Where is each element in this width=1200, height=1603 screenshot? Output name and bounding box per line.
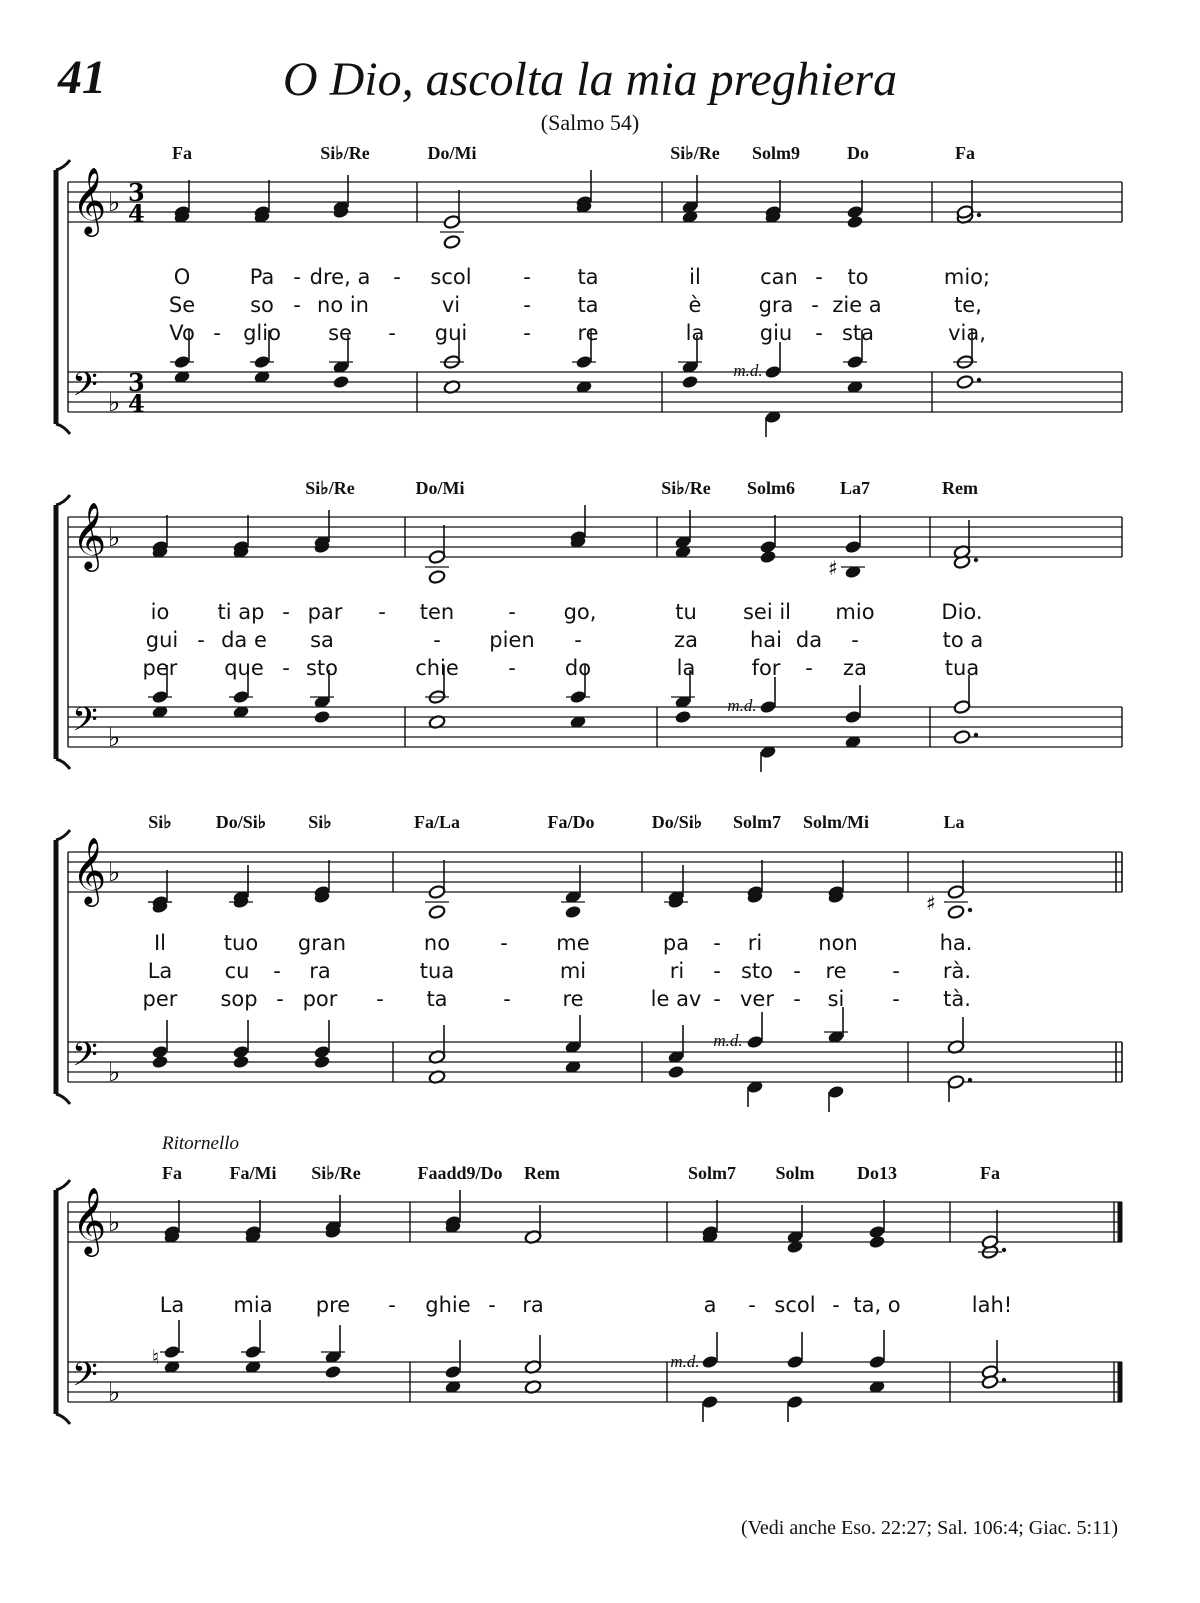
lyric-syllable: - bbox=[892, 987, 900, 1011]
bass-note-head bbox=[868, 1355, 886, 1370]
lyric-syllable: por bbox=[302, 987, 338, 1011]
chord-symbol: Solm/Mi bbox=[803, 812, 869, 832]
lyric-syllable: ten bbox=[419, 600, 455, 624]
bass-note-head bbox=[674, 710, 692, 725]
bass-note-head bbox=[827, 1085, 845, 1100]
lyric-syllable: Dio. bbox=[941, 600, 983, 624]
chord-symbol: Do/Si♭ bbox=[651, 812, 703, 832]
bass-note-head bbox=[786, 1395, 804, 1410]
chord-symbol: Solm7 bbox=[687, 1163, 737, 1183]
lyric-syllable: - bbox=[892, 959, 900, 983]
bass-note-head bbox=[313, 710, 331, 725]
lyric-syllable: - bbox=[748, 1293, 756, 1317]
lyric-syllable: tua bbox=[944, 656, 980, 680]
lyric-syllable: sta bbox=[841, 321, 875, 345]
lyric-syllable: si bbox=[827, 987, 845, 1011]
lyric-syllable: ghie bbox=[425, 1293, 471, 1317]
lyric-syllable: - bbox=[793, 987, 801, 1011]
treble-clef-icon: 𝄞 bbox=[72, 501, 107, 569]
lyric-syllable: se bbox=[328, 321, 352, 345]
lyric-syllable: to a bbox=[942, 628, 984, 652]
bass-clef-icon: 𝄢 bbox=[72, 1356, 98, 1402]
lyric-syllable: scol bbox=[430, 265, 472, 289]
flat-icon: ♭ bbox=[108, 523, 121, 553]
time-signature: 4 bbox=[128, 389, 145, 418]
lyric-syllable: me bbox=[556, 931, 590, 955]
lyric-syllable: - bbox=[815, 321, 823, 345]
lyric-syllable: vi bbox=[441, 293, 461, 317]
bass-note-head bbox=[786, 1355, 804, 1370]
flat-icon: ♭ bbox=[108, 723, 121, 753]
chord-symbol: Rem bbox=[524, 1163, 560, 1183]
lyric-syllable: tà. bbox=[943, 987, 971, 1011]
lyric-syllable: mia bbox=[233, 1293, 273, 1317]
bass-note-head bbox=[324, 1365, 342, 1380]
dot bbox=[974, 733, 978, 737]
lyric-syllable: sto bbox=[305, 656, 339, 680]
dot bbox=[1002, 1378, 1006, 1382]
natural-icon: ♮ bbox=[152, 1345, 160, 1369]
lyric-syllable: da bbox=[795, 628, 823, 652]
treble-note-head bbox=[428, 905, 446, 920]
chord-symbol: Fa bbox=[172, 143, 192, 163]
lyric-syllable: - bbox=[388, 1293, 396, 1317]
lyric-syllable: cu bbox=[224, 959, 250, 983]
bass-note-head bbox=[947, 1075, 965, 1090]
lyric-syllable: - bbox=[523, 293, 531, 317]
lyric-syllable: sei il bbox=[742, 600, 792, 624]
lyric-syllable: - bbox=[282, 656, 290, 680]
treble-clef-icon: 𝄞 bbox=[72, 166, 107, 234]
chord-symbol: Si♭/Re bbox=[661, 478, 711, 498]
chord-symbol: Si♭/Re bbox=[305, 478, 355, 498]
lyric-syllable: - bbox=[805, 656, 813, 680]
lyric-syllable: Vo bbox=[169, 321, 195, 345]
lyric-syllable: to bbox=[847, 265, 869, 289]
bass-note-head bbox=[764, 365, 782, 380]
chord-symbol: La7 bbox=[839, 478, 871, 498]
lyric-syllable: - bbox=[488, 1293, 496, 1317]
lyric-syllable: ta bbox=[426, 987, 448, 1011]
lyric-syllable: per bbox=[142, 987, 178, 1011]
bracket-hook bbox=[56, 1180, 70, 1190]
lyric-syllable: ver bbox=[740, 987, 774, 1011]
time-signature: 3 bbox=[128, 178, 145, 207]
sharp-icon: ♯ bbox=[926, 891, 936, 915]
treble-note-head bbox=[759, 540, 777, 555]
chord-symbol: Fa/La bbox=[413, 812, 461, 832]
bass-note-head bbox=[759, 700, 777, 715]
chord-symbol: Do/Si♭ bbox=[215, 812, 267, 832]
chord-symbol: Fa/Do bbox=[547, 812, 595, 832]
lyric-syllable: tu bbox=[675, 600, 697, 624]
lyric-syllable: gui bbox=[145, 628, 179, 652]
lyric-syllable: can bbox=[760, 265, 798, 289]
lyric-syllable: mio bbox=[835, 600, 875, 624]
lyric-syllable: ta, o bbox=[853, 1293, 901, 1317]
lyric-syllable: lah! bbox=[971, 1293, 1013, 1317]
chord-symbol: Fa/Mi bbox=[229, 1163, 277, 1183]
lyric-syllable: - bbox=[378, 600, 386, 624]
bass-note-head bbox=[844, 710, 862, 725]
lyric-syllable: La bbox=[147, 959, 173, 983]
lyric-syllable: za bbox=[843, 656, 867, 680]
time-signature: 3 bbox=[128, 368, 145, 397]
bass-note-head bbox=[746, 1035, 764, 1050]
scripture-reference: (Vedi anche Eso. 22:27; Sal. 106:4; Giac. 5:11) bbox=[741, 1517, 1118, 1539]
lyric-syllable: mio; bbox=[943, 265, 991, 289]
lyric-syllable: pa bbox=[662, 931, 690, 955]
md-marking: m.d. bbox=[713, 1031, 743, 1050]
lyric-syllable: a bbox=[703, 1293, 717, 1317]
bass-note-head bbox=[151, 1055, 169, 1070]
lyric-syllable: - bbox=[793, 959, 801, 983]
lyric-syllable: par bbox=[307, 600, 343, 624]
chord-symbol: Si♭/Re bbox=[320, 143, 370, 163]
bass-note-head bbox=[681, 375, 699, 390]
chord-symbol: Fa bbox=[980, 1163, 1000, 1183]
treble-clef-icon: 𝄞 bbox=[72, 836, 107, 904]
lyric-syllable: no bbox=[423, 931, 451, 955]
chord-symbol: Si♭/Re bbox=[311, 1163, 361, 1183]
hymn-title: O Dio, ascolta la mia preghiera bbox=[282, 53, 898, 106]
lyric-syllable: ta bbox=[577, 265, 599, 289]
lyric-syllable: da e bbox=[221, 628, 267, 652]
lyric-syllable: sa bbox=[310, 628, 334, 652]
bass-note-head bbox=[701, 1395, 719, 1410]
dot bbox=[974, 558, 978, 562]
lyric-syllable: ta bbox=[577, 293, 599, 317]
bass-note-head bbox=[953, 700, 971, 715]
lyric-syllable: - bbox=[500, 931, 508, 955]
lyric-syllable: - bbox=[503, 987, 511, 1011]
dot bbox=[968, 1078, 972, 1082]
lyric-syllable: - bbox=[713, 987, 721, 1011]
flat-icon: ♭ bbox=[108, 1058, 121, 1088]
treble-note-head bbox=[844, 540, 862, 555]
lyric-syllable: gra bbox=[758, 293, 794, 317]
lyric-syllable: za bbox=[674, 628, 698, 652]
treble-note-head bbox=[443, 235, 461, 250]
lyric-syllable: - bbox=[713, 931, 721, 955]
bracket-hook bbox=[56, 1094, 70, 1104]
lyric-syllable: no in bbox=[317, 293, 369, 317]
bass-clef-icon: 𝄢 bbox=[72, 366, 98, 412]
treble-note-head bbox=[947, 905, 965, 920]
lyric-syllable: - bbox=[508, 656, 516, 680]
lyric-syllable: gran bbox=[297, 931, 347, 955]
lyric-syllable: io bbox=[150, 600, 170, 624]
lyric-syllable: for bbox=[751, 656, 781, 680]
lyric-syllable: è bbox=[688, 293, 702, 317]
lyric-syllable: la bbox=[676, 656, 696, 680]
treble-note-head bbox=[428, 550, 446, 565]
lyric-syllable: tua bbox=[419, 959, 455, 983]
chord-symbol: La bbox=[943, 812, 965, 832]
bass-note-head bbox=[701, 1355, 719, 1370]
hymn-number: 41 bbox=[58, 51, 106, 104]
md-marking: m.d. bbox=[727, 696, 757, 715]
lyric-syllable: te, bbox=[954, 293, 982, 317]
lyric-syllable: tuo bbox=[223, 931, 259, 955]
treble-note-head bbox=[428, 885, 446, 900]
lyric-syllable: - bbox=[197, 628, 205, 652]
dot bbox=[977, 378, 981, 382]
chord-symbol: Fa bbox=[162, 1163, 182, 1183]
chord-symbol: Do/Mi bbox=[415, 478, 465, 498]
flat-icon: ♭ bbox=[108, 858, 121, 888]
lyric-syllable: ra bbox=[309, 959, 331, 983]
lyric-syllable: il bbox=[689, 265, 701, 289]
lyric-syllable: - bbox=[282, 600, 290, 624]
lyric-syllable: non bbox=[818, 931, 858, 955]
flat-icon: ♭ bbox=[108, 1208, 121, 1238]
lyric-syllable: giu bbox=[759, 321, 793, 345]
lyric-syllable: per bbox=[142, 656, 178, 680]
lyric-syllable: glio bbox=[243, 321, 281, 345]
bass-note-head bbox=[332, 375, 350, 390]
bracket-hook bbox=[56, 1414, 70, 1424]
lyric-syllable: - bbox=[376, 987, 384, 1011]
lyric-syllable: - bbox=[388, 321, 396, 345]
treble-note-head bbox=[947, 885, 965, 900]
chord-symbol: Si♭ bbox=[148, 812, 172, 832]
lyric-syllable: via, bbox=[948, 321, 986, 345]
chord-symbol: Solm bbox=[775, 1163, 815, 1183]
lyric-syllable: - bbox=[276, 987, 284, 1011]
bracket-hook bbox=[56, 759, 70, 769]
lyric-syllable: zie a bbox=[832, 293, 882, 317]
md-marking: m.d. bbox=[670, 1352, 700, 1371]
chord-symbol: Rem bbox=[942, 478, 978, 498]
bracket-hook bbox=[56, 160, 70, 170]
lyric-syllable: sto bbox=[740, 959, 774, 983]
lyric-syllable: la bbox=[685, 321, 705, 345]
hymn-subtitle: (Salmo 54) bbox=[540, 110, 640, 135]
chord-symbol: Solm6 bbox=[746, 478, 796, 498]
lyric-syllable: - bbox=[213, 321, 221, 345]
lyric-syllable: ha. bbox=[939, 931, 973, 955]
bass-note-head bbox=[956, 375, 974, 390]
lyric-syllable: hai bbox=[749, 628, 783, 652]
treble-note-head bbox=[443, 215, 461, 230]
lyric-syllable: mi bbox=[559, 959, 587, 983]
chord-symbol: Si♭/Re bbox=[670, 143, 720, 163]
chord-symbol: Si♭ bbox=[308, 812, 332, 832]
section-label-ritornello: Ritornello bbox=[162, 1133, 240, 1154]
chord-symbol: Do/Mi bbox=[427, 143, 477, 163]
lyric-syllable: - bbox=[811, 293, 819, 317]
lyric-syllable: do bbox=[564, 656, 592, 680]
lyric-syllable: - bbox=[815, 265, 823, 289]
flat-icon: ♭ bbox=[108, 1378, 121, 1408]
chord-symbol: Do bbox=[847, 143, 869, 163]
lyric-syllable: - bbox=[523, 265, 531, 289]
lyric-syllable: - bbox=[832, 1293, 840, 1317]
lyric-syllable: - bbox=[293, 293, 301, 317]
flat-icon: ♭ bbox=[108, 388, 121, 418]
lyric-syllable: - bbox=[433, 628, 441, 652]
lyric-syllable: que bbox=[224, 656, 264, 680]
lyric-syllable: sop bbox=[220, 987, 258, 1011]
sharp-icon: ♯ bbox=[828, 556, 838, 580]
treble-note-head bbox=[868, 1225, 886, 1240]
lyric-syllable: re bbox=[577, 321, 599, 345]
chord-symbol: Solm9 bbox=[751, 143, 801, 163]
lyric-syllable: Il bbox=[153, 931, 167, 955]
bass-note-head bbox=[953, 730, 971, 745]
lyric-syllable: - bbox=[851, 628, 859, 652]
lyric-syllable: - bbox=[273, 959, 281, 983]
lyric-syllable: Pa bbox=[249, 265, 275, 289]
lyric-syllable: - bbox=[293, 265, 301, 289]
lyric-syllable: re bbox=[825, 959, 847, 983]
bass-clef-icon: 𝄢 bbox=[72, 701, 98, 747]
dot bbox=[1002, 1248, 1006, 1252]
lyric-syllable: le av bbox=[650, 987, 702, 1011]
lyric-syllable: - bbox=[713, 959, 721, 983]
lyric-syllable: ri bbox=[669, 959, 685, 983]
lyric-syllable: ti ap bbox=[217, 600, 265, 624]
chord-symbol: Faadd9/Do bbox=[417, 1163, 503, 1183]
lyric-syllable: re bbox=[562, 987, 584, 1011]
treble-note-head bbox=[564, 905, 582, 920]
treble-note-head bbox=[428, 570, 446, 585]
lyric-syllable: dre, a bbox=[309, 265, 371, 289]
lyric-syllable: - bbox=[393, 265, 401, 289]
lyric-syllable: gui bbox=[434, 321, 468, 345]
bass-note-head bbox=[232, 1055, 250, 1070]
lyric-syllable: - bbox=[574, 628, 582, 652]
lyric-syllable: ri bbox=[747, 931, 763, 955]
treble-note-head bbox=[846, 205, 864, 220]
lyric-syllable: go, bbox=[563, 600, 597, 624]
lyric-syllable: Se bbox=[168, 293, 196, 317]
md-marking: m.d. bbox=[733, 361, 763, 380]
lyric-syllable: O bbox=[173, 265, 191, 289]
time-signature: 4 bbox=[128, 199, 145, 228]
lyric-syllable: La bbox=[159, 1293, 185, 1317]
bass-note-head bbox=[667, 1065, 685, 1080]
chord-symbol: Do13 bbox=[857, 1163, 897, 1183]
lyric-syllable: - bbox=[523, 321, 531, 345]
bracket-hook bbox=[56, 495, 70, 505]
lyric-syllable: pien bbox=[489, 628, 535, 652]
chord-symbol: Solm7 bbox=[732, 812, 782, 832]
bass-clef-icon: 𝄢 bbox=[72, 1036, 98, 1082]
lyric-syllable: chie bbox=[415, 656, 459, 680]
chord-symbol: Fa bbox=[955, 143, 975, 163]
bracket-hook bbox=[56, 424, 70, 434]
flat-icon: ♭ bbox=[108, 188, 121, 218]
bass-note-head bbox=[313, 1055, 331, 1070]
lyric-syllable: scol bbox=[774, 1293, 816, 1317]
bracket-hook bbox=[56, 830, 70, 840]
dot bbox=[977, 213, 981, 217]
lyric-syllable: rà. bbox=[942, 959, 972, 983]
treble-clef-icon: 𝄞 bbox=[72, 1186, 107, 1254]
bass-note-head bbox=[444, 1365, 462, 1380]
lyric-syllable: ra bbox=[522, 1293, 544, 1317]
lyric-syllable: pre bbox=[315, 1293, 351, 1317]
dot bbox=[968, 908, 972, 912]
lyric-syllable: so bbox=[250, 293, 274, 317]
lyric-syllable: - bbox=[508, 600, 516, 624]
